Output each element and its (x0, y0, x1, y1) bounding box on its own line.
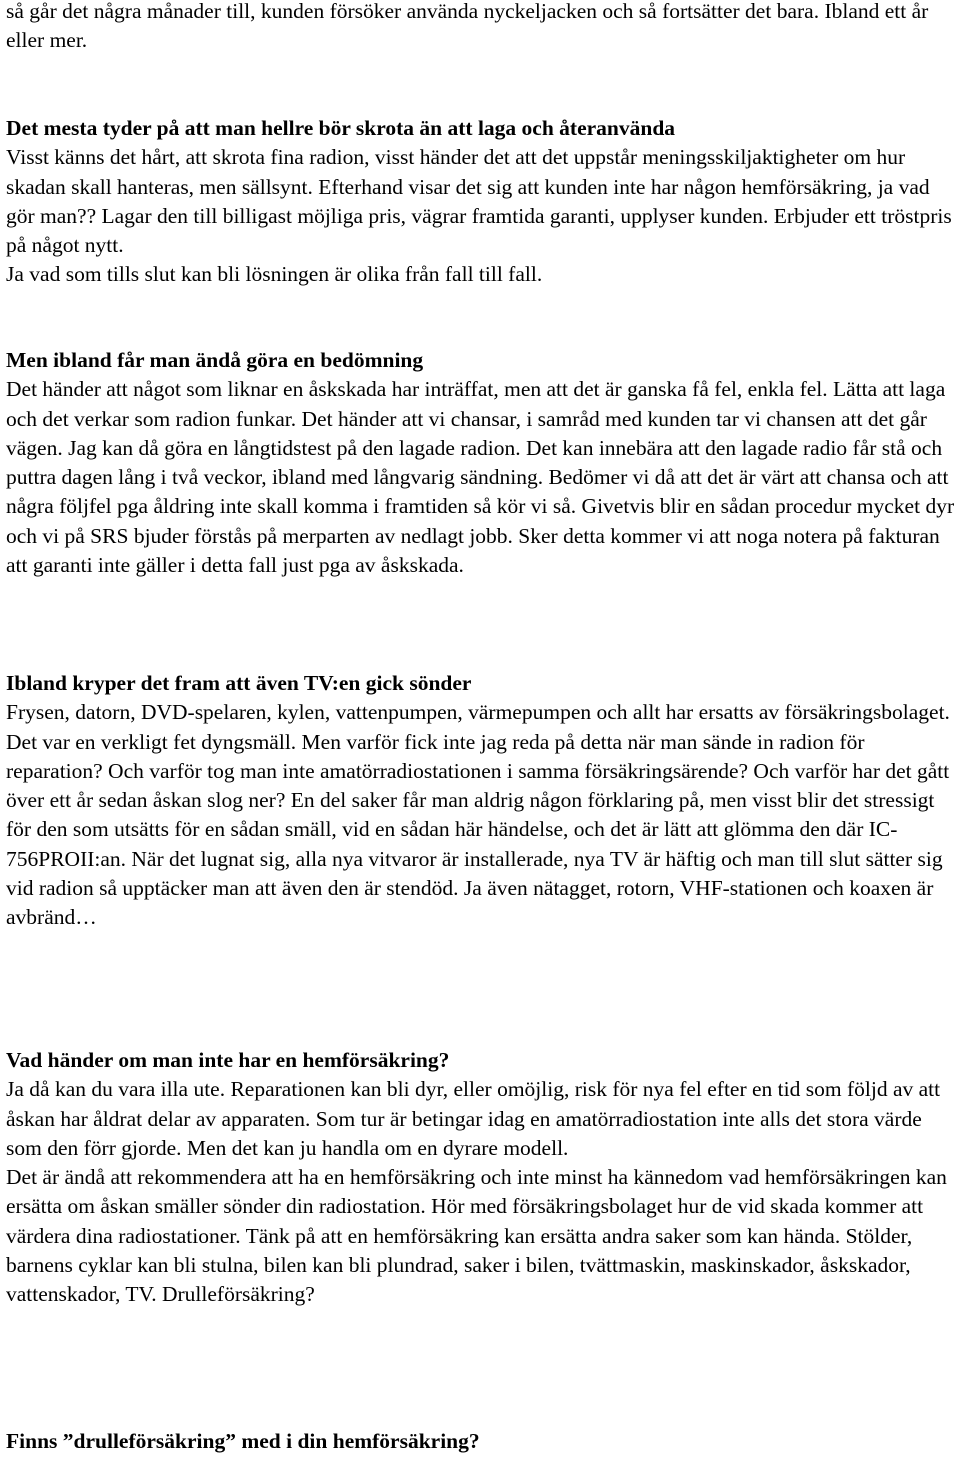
section-paragraph: Frysen, datorn, DVD-spelaren, kylen, vattenpumpen, värmepumpen och allt har ersatts av försäkringsbolaget. (6, 700, 950, 725)
section-heading: Ibland kryper det fram att även TV:en gick sönder (6, 671, 472, 695)
section-hemforsakring (6, 1046, 956, 1310)
section-paragraph: Ja då kan du vara illa ute. Reparationen kan bli dyr, eller omöjlig, risk för nya fel efter en tid som följd av att åskan har åldrat delar av apparaten. Som tur är betingar idag en amatörradiostation inte alls det stora värde som den förr gjorde. Men det kan ju handla om en dyrare modell. (6, 1077, 941, 1160)
section-heading: Finns ”drulleförsäkring” med i din hemförsäkring? (6, 1429, 480, 1453)
section-paragraph: Ja vad som tills slut kan bli lösningen är olika från fall till fall. (6, 262, 543, 287)
section-bedomning (6, 346, 956, 580)
section-heading: Det mesta tyder på att man hellre bör skrota än att laga och återanvända (6, 116, 676, 140)
section-drulleforsakring (6, 1427, 956, 1456)
section-tv (6, 669, 956, 933)
section-heading: Men ibland får man ändå göra en bedömning (6, 348, 424, 372)
section-paragraph: Det är ändå att rekommendera att ha en hemförsäkring och inte minst ha kännedom vad hemförsäkringen kan ersätta om åskan smäller sönder din radiostation. Hör med försäkringsbolaget hur de vid skada kommer att värdera dina radiostationer. Tänk på att en hemförsäkring kan ersätta andra saker som kan hända. Stölder, barnens cyklar kan bli stulna, bilen kan bli plundrad, saker i bilen, tvättmaskin, maskinskador, åskskador, vattenskador, TV. Drulleförsäkring? (6, 1165, 947, 1307)
section-skrota (6, 114, 956, 290)
section-paragraph: Visst känns det hårt, att skrota fina radion, visst händer det att det uppstår meningsskiljaktigheter om hur skadan skall hanteras, men sällsynt. Efterhand visar det sig att kunden inte har någon hemförsäkring, ja vad gör man?? Lagar den till billigast möjliga pris, vägrar framtida garanti, upplyser kunden. Erbjuder ett tröstpris på något nytt. (6, 145, 952, 258)
section-paragraph: Det var en verkligt fet dyngsmäll. Men varför fick inte jag reda på detta när man sände in radion för reparation? Och varför tog man inte amatörradiostationen i samma försäkringsärende? Och varför har det gått över ett år sedan åskan slog ner? En del saker får man aldrig någon förklaring på, men visst blir det stressigt för den som utsätts för en sådan smäll, vid en sådan här händelse, och det är lätt att glömma den där IC-756PROII:an. När det lugnat sig, alla nya vitvaror är installerade, nya TV är häftig och man till slut sätter sig vid radion så upptäcker man att även den är stendöd. Ja även nätagget, rotorn, VHF-stationen och koaxen är avbränd… (6, 729, 950, 930)
section-paragraph: Det händer att något som liknar en åskskada har inträffat, men att det är ganska få fel, enkla fel. Lätta att laga och det verkar som radion funkar. Det händer att vi chansar, i samråd med kunden tar vi chansen att det går vägen. Jag kan då göra en långtidstest på den lagade radion. Det kan innebära att den lagade radio får stå och puttra dagen lång i två veckor, ibland med långvarig sändning. Bedömer vi då att det är värt att chansa och att några följfel pga åldring inte skall komma i framtiden så kör vi så. Givetvis blir en sådan procedur mycket dyr och vi på SRS bjuder förstås på merparten av nedlagt jobb. Sker detta kommer vi att noga notera på fakturan att garanti inte gäller i detta fall just pga av åskskada. (6, 377, 955, 578)
section-heading: Vad händer om man inte har en hemförsäkring? (6, 1048, 450, 1072)
intro-paragraph: så går det några månader till, kunden försöker använda nyckeljacken och så fortsätter det bara. Ibland ett år eller mer. (6, 0, 929, 53)
